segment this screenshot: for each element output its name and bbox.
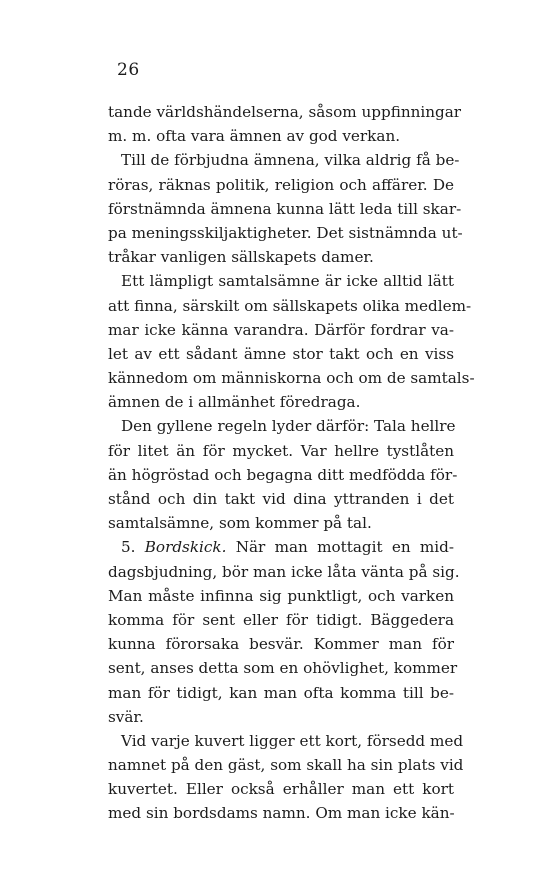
text-line bbox=[108, 705, 454, 729]
text-line bbox=[108, 487, 454, 511]
text-line-content: Till de förbjudna ämnena, vilka aldrig få be- bbox=[121, 151, 460, 170]
text-line bbox=[108, 608, 454, 632]
text-line bbox=[108, 560, 460, 584]
text-line bbox=[108, 535, 454, 559]
text-line-content: röras, räknas politik, religion och affärer. De bbox=[108, 175, 454, 194]
text-line bbox=[108, 439, 454, 463]
page-number: 26 bbox=[117, 60, 140, 80]
text-line-content: än högröstad och begagna ditt medfödda för- bbox=[108, 465, 458, 484]
text-line bbox=[108, 414, 454, 438]
text-line bbox=[108, 342, 454, 366]
text-line bbox=[108, 366, 475, 390]
text-line bbox=[108, 463, 458, 487]
text-line-content: tande världshändelserna, såsom uppfinningar bbox=[108, 103, 462, 121]
text-line-content: för litet än för mycket. Var hellre tystlåten bbox=[108, 441, 454, 460]
text-line bbox=[108, 729, 464, 753]
text-line-content: Den gyllene regeln lyder därför: Tala hellre bbox=[121, 417, 456, 436]
text-line-content: let av ett sådant ämne stor takt och en viss bbox=[108, 344, 454, 363]
text-line-content: mar icke känna varandra. Därför fordrar va- bbox=[108, 320, 454, 339]
text-line-content: pa meningsskiljaktigheter. Det sistnämnda ut- bbox=[108, 223, 463, 242]
text-line bbox=[108, 197, 462, 221]
text-line bbox=[108, 100, 462, 124]
text-line bbox=[108, 173, 454, 197]
text-line bbox=[108, 124, 454, 148]
text-line bbox=[108, 584, 454, 608]
text-line-content: namnet på den gäst, som skall ha sin plats vid bbox=[108, 756, 464, 775]
text-line bbox=[108, 221, 463, 245]
text-line-content: Vid varje kuvert ligger ett kort, försedd med bbox=[121, 731, 464, 750]
text-line bbox=[108, 245, 454, 269]
text-line bbox=[108, 390, 454, 414]
text-line bbox=[108, 656, 458, 680]
text-line-content: med sin bordsdams namn. Om man icke kän- bbox=[108, 804, 455, 823]
text-line bbox=[108, 632, 454, 656]
text-line-content: tråkar vanligen sällskapets damer. bbox=[108, 248, 374, 267]
text-line-content: svär. bbox=[108, 707, 144, 726]
body-text bbox=[108, 100, 475, 826]
text-line-content: samtalsämne, som kommer på tal. bbox=[108, 514, 372, 533]
text-line bbox=[108, 777, 454, 801]
text-line-content: dagsbjudning, bör man icke låta vänta på sig. bbox=[108, 562, 460, 581]
text-line bbox=[108, 511, 454, 535]
text-line-content: 5. Bordskick. När man mottagit en mid- bbox=[121, 538, 454, 557]
text-line bbox=[108, 148, 460, 172]
text-line-content: kännedom om människorna och om de samtals- bbox=[108, 369, 475, 388]
text-line-content: Ett lämpligt samtalsämne är icke alltid lätt bbox=[121, 272, 454, 291]
text-line-content: komma för sent eller för tidigt. Bäggedera bbox=[108, 610, 454, 629]
text-line-content: m. m. ofta vara ämnen av god verkan. bbox=[108, 127, 401, 146]
text-line-content: förstnämnda ämnena kunna lätt leda till skar- bbox=[108, 199, 462, 218]
text-line bbox=[108, 753, 464, 777]
text-line-content: sent, anses detta som en ohövlighet, kommer bbox=[108, 659, 458, 678]
text-line bbox=[108, 294, 472, 318]
text-line bbox=[108, 318, 454, 342]
text-line bbox=[108, 801, 454, 825]
section-heading: Bordskick. bbox=[144, 538, 227, 557]
text-line-content: stånd och din takt vid dina yttranden i det bbox=[108, 490, 454, 508]
text-line-content: Man måste infinna sig punktligt, och varken bbox=[108, 586, 454, 605]
text-line-content: man för tidigt, kan man ofta komma till be- bbox=[108, 683, 454, 702]
text-line bbox=[108, 681, 454, 705]
text-line-content: kuvertet. Eller också erhåller man ett kort bbox=[108, 780, 454, 799]
text-line-content: att finna, särskilt om sällskapets olika medlem- bbox=[108, 296, 472, 315]
text-line bbox=[108, 269, 454, 293]
text-line-content: kunna förorsaka besvär. Kommer man för bbox=[108, 635, 454, 654]
text-line-content: ämnen de i allmänhet föredraga. bbox=[108, 393, 361, 412]
